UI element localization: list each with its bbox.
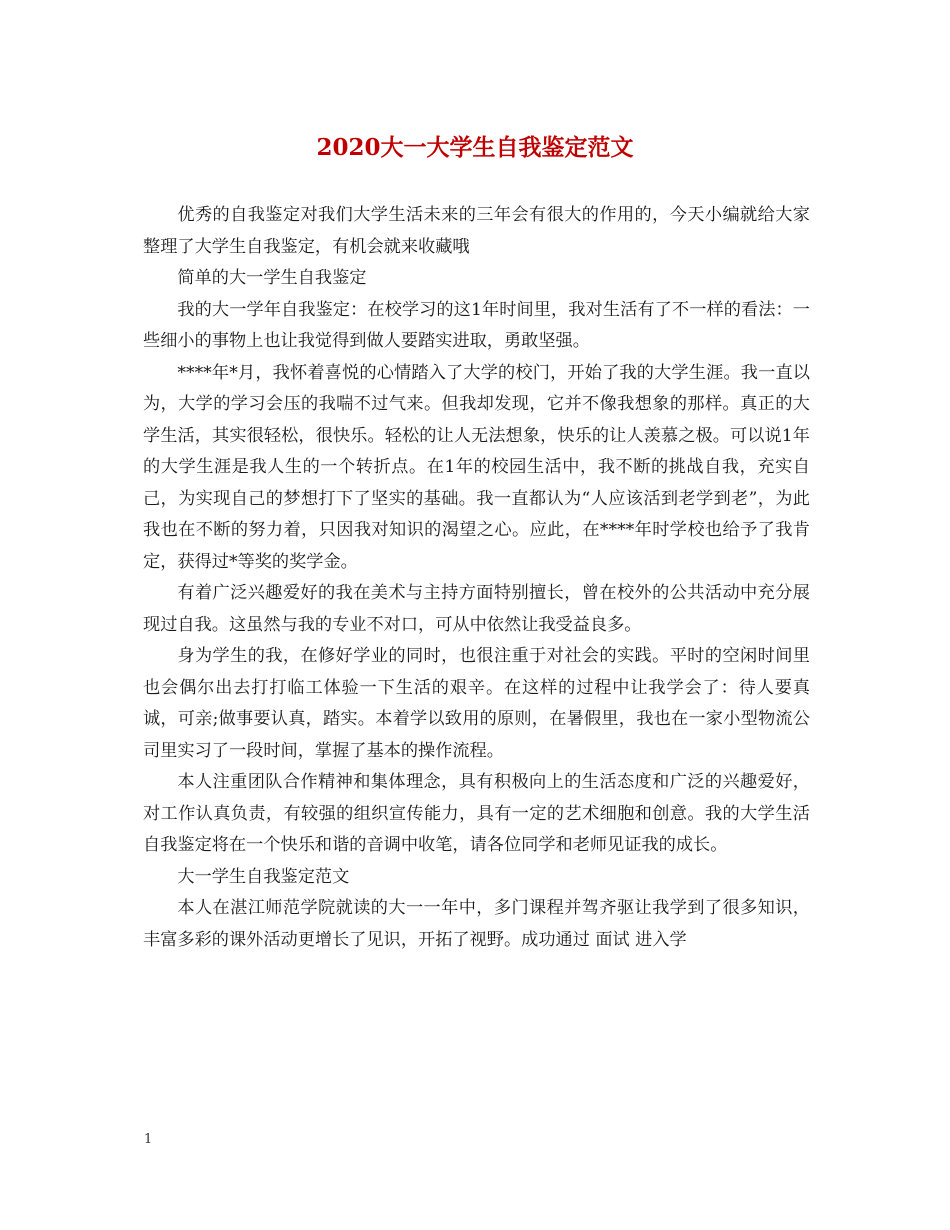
paragraph: ****年*月，我怀着喜悦的心情踏入了大学的校门，开始了我的大学生涯。我一直以为，大学的学习会压的我喘不过气来。但我却发现，它并不像我想象的那样。真正的大学生活，其实很轻松，很快乐。轻松的让人无法想象，快乐的让人羡慕之极。可以说1年的大学生涯是我人生的一个转折点。在1年的校园生活中，我不断的挑战自我，充实自己，为实现自己的梦想打下了坚实的基础。我一直都认为“人应该活到老学到老”，为此我也在不断的努力着，只因我对知识的渴望之心。应此，在****年时学校也给予了我肯定，获得过*等奖的奖学金。 [143,362,810,572]
paragraph: 有着广泛兴趣爱好的我在美术与主持方面特别擅长，曾在校外的公共活动中充分展现过自我。这虽然与我的专业不对口，可从中依然让我受益良多。 [143,583,810,635]
paragraph: 本人在湛江师范学院就读的大一一年中，多门课程并驾齐驱让我学到了很多知识，丰富多彩的课外活动更增长了见识，开拓了视野。成功通过 面试 进入学 [143,898,810,950]
paragraph-intro: 优秀的自我鉴定对我们大学生活未来的三年会有很大的作用的，今天小编就给大家整理了大学生自我鉴定，有机会就来收藏哦 [143,205,810,257]
document-body [143,200,810,956]
section-heading-sample: 大一学生自我鉴定范文 [177,866,350,887]
paragraph: 我的大一学年自我鉴定：在校学习的这1年时间里，我对生活有了不一样的看法：一些细小的事物上也让我觉得到做人要踏实进取，勇敢坚强。 [143,299,810,351]
paragraph: 本人注重团队合作精神和集体理念，具有积极向上的生活态度和广泛的兴趣爱好，对工作认真负责，有较强的组织宣传能力，具有一定的艺术细胞和创意。我的大学生活自我鉴定将在一个快乐和谐的音调中收笔，请各位同学和老师见证我的成长。 [143,772,810,855]
document-title: 2020大一大学生自我鉴定范文 [316,134,634,161]
paragraph: 身为学生的我，在修好学业的同时，也很注重于对社会的实践。平时的空闲时间里也会偶尔出去打打临工体验一下生活的艰辛。在这样的过程中让我学会了：待人要真诚，可亲;做事要认真，踏实。本着学以致用的原则，在暑假里，我也在一家小型物流公司里实习了一段时间，掌握了基本的操作流程。 [143,646,810,761]
section-heading-simple: 简单的大一学生自我鉴定 [177,268,367,288]
page-number: 1 [144,1132,153,1147]
